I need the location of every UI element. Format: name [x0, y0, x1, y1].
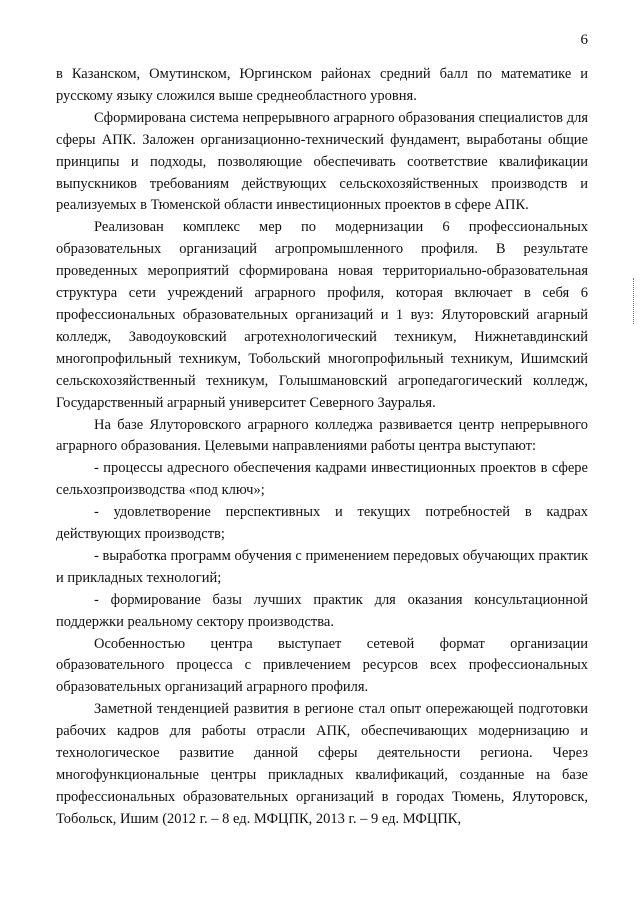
paragraph-agrarian-education-system: Сформирована система непрерывного аграрного образования специалистов для сферы АПК. Заложен организационно-технический фундамент, выработаны общие принципы и подходы, позволяющие обеспечивать соответствие квалификации выпускников требованиям действующих сельскохозяйственных производств и реализуемых в Тюменской области инвестиционных проектов в сфере АПК. — [56, 109, 588, 214]
paragraph-modernization-measures: Реализован комплекс мер по модернизации 6 профессиональных образовательных организаций агропромышленного профиля. В результате проведенных мероприятий сформирована новая территориально-образовательная структура сети учреждений аграрного профиля, которая включает в себя 6 профессиональных образовательных организаций и 1 вуз: Ялуторовский агарный колледж, Заводоуковский агротехнологический техникум, Нижнетавдинский многопрофильный техникум, Тобольский многопрофильный техникум, Ишимский сельскохозяйственный техникум, Голышмановский агропедагогический колледж, Государственный аграрный университет Северного Зауралья. — [56, 219, 588, 411]
list-item: - процессы адресного обеспечения кадрами инвестиционных проектов в сфере сельхозпроизводства «под ключ»; — [56, 460, 588, 499]
paragraph-training-trend: Заметной тенденцией развития в регионе стал опыт опережающей подготовки рабочих кадров для работы отрасли АПК, обеспечивающих модернизацию и технологическое развитие данной сферы деятельности региона. Через многофункциональные центры прикладных квалификаций, созданные на базе профессиональных образовательных организаций в городах Тюмень, Ялуторовск, Тобольск, Ишим (2012 г. – 8 ед. МФЦПК, 2013 г. – 9 ед. МФЦПК, — [56, 701, 588, 827]
list-item: - формирование базы лучших практик для оказания консультационной поддержки реальному сектору производства. — [56, 591, 588, 630]
page-number: 6 — [580, 32, 588, 48]
margin-scan-mark — [633, 278, 636, 324]
paragraph-continuation: в Казанском, Омутинском, Юргинском районах средний балл по математике и русскому языку сложился выше среднеобластного уровня. — [56, 66, 588, 104]
paragraph-center-intro: На базе Ялуторовского аграрного колледжа развивается центр непрерывного аграрного образования. Целевыми направлениями работы центра выступают: — [56, 416, 588, 455]
paragraph-network-format: Особенностью центра выступает сетевой формат организации образовательного процесса с привлечением ресурсов всех профессиональных образовательных организаций аграрного профиля. — [56, 635, 588, 696]
document-body — [56, 64, 588, 831]
list-item: - выработка программ обучения с применением передовых обучающих практик и прикладных технологий; — [56, 547, 588, 586]
list-item: - удовлетворение перспективных и текущих потребностей в кадрах действующих производств; — [56, 504, 588, 543]
